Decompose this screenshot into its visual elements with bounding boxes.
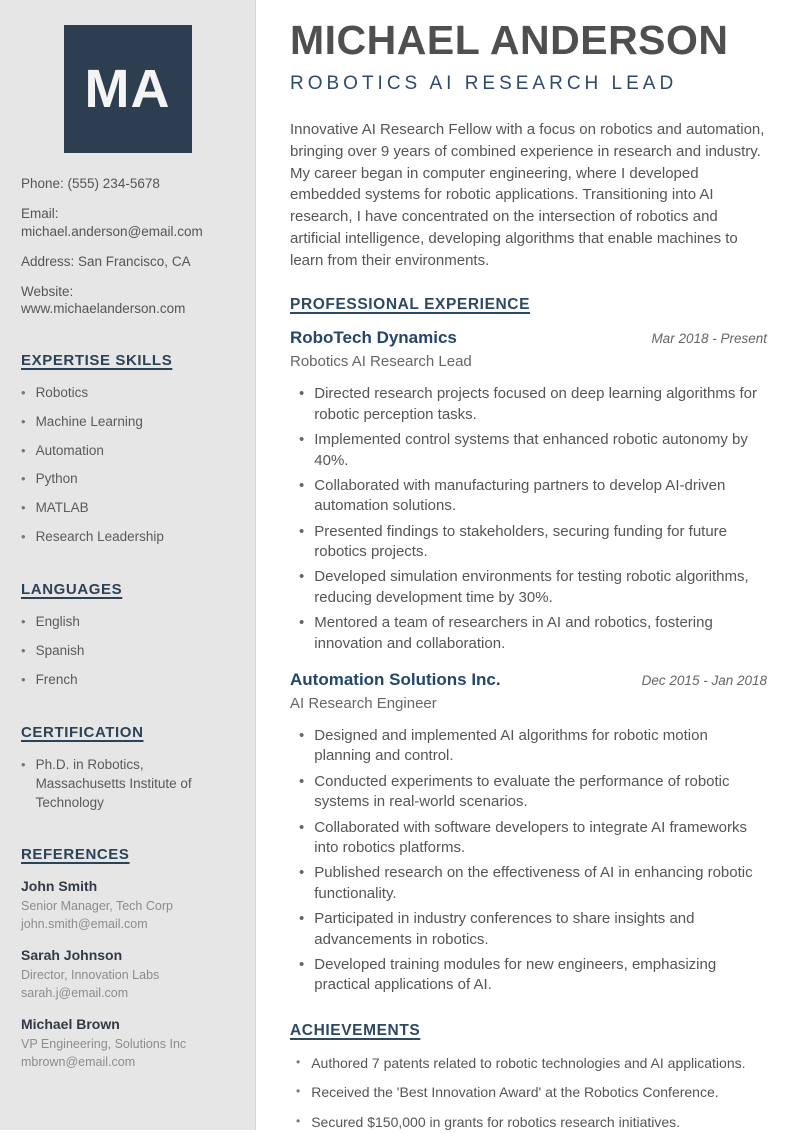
section-title: EXPERTISE SKILLS bbox=[21, 351, 173, 369]
job-dates: Mar 2018 - Present bbox=[651, 331, 767, 347]
list-item: • English bbox=[21, 613, 234, 632]
certification-list bbox=[21, 756, 234, 813]
section-expertise-skills bbox=[21, 352, 234, 547]
list-item: • Spanish bbox=[21, 642, 234, 661]
section-title: REFERENCES bbox=[21, 846, 130, 864]
summary-paragraph: Innovative AI Research Fellow with a focus on robotics and automation, bringing over 9 years of combined experience in research and industry. My career began in computer engineering, where I developed embedded systems for robotic applications. Transitioning into AI research, I have concentrated on the intersection of robotics and artificial intelligence, developing algorithms that enable machines to learn from their environments. bbox=[290, 121, 765, 269]
avatar bbox=[64, 25, 192, 153]
job-role: AI Research Engineer bbox=[290, 695, 437, 713]
contact-block bbox=[21, 175, 234, 318]
reference-role: Senior Manager, Tech Corp bbox=[21, 899, 173, 914]
section-professional-experience bbox=[290, 296, 767, 995]
reference-person bbox=[21, 947, 234, 1002]
list-item: • Research Leadership bbox=[21, 528, 234, 547]
section-title: LANGUAGES bbox=[21, 581, 123, 599]
section-certification bbox=[21, 724, 234, 813]
main-content bbox=[256, 0, 800, 1130]
section-title: CERTIFICATION bbox=[21, 723, 144, 741]
list-item: • Machine Learning bbox=[21, 413, 234, 432]
contact-address: Address: San Francisco, CA bbox=[21, 253, 191, 269]
job-role: Robotics AI Research Lead bbox=[290, 353, 472, 371]
job-bullet: • Mentored a team of researchers in AI and robotics, fostering innovation and collaboration. bbox=[290, 613, 767, 654]
job-bullet: • Collaborated with manufacturing partners to develop AI-driven automation solutions. bbox=[290, 476, 767, 517]
reference-name: Michael Brown bbox=[21, 1016, 120, 1033]
sidebar bbox=[0, 0, 256, 1130]
list-item: • French bbox=[21, 671, 234, 690]
job-bullet: • Presented findings to stakeholders, securing funding for future robotics projects. bbox=[290, 522, 767, 563]
list-item: • Ph.D. in Robotics, Massachusetts Institute of Technology bbox=[21, 756, 234, 813]
job-company: RoboTech Dynamics bbox=[290, 328, 457, 348]
job-bullet: • Published research on the effectiveness of AI in enhancing robotic functionality. bbox=[290, 863, 767, 904]
contact-phone: Phone: (555) 234-5678 bbox=[21, 176, 160, 191]
reference-name: Sarah Johnson bbox=[21, 947, 123, 964]
reference-email: mbrown@email.com bbox=[21, 1054, 136, 1069]
job-bullet: • Participated in industry conferences to share insights and advancements in robotics. bbox=[290, 909, 767, 950]
reference-person bbox=[21, 1016, 234, 1071]
skills-list bbox=[21, 384, 234, 547]
achievement-item: • Secured $150,000 in grants for robotics research initiatives. bbox=[290, 1113, 767, 1133]
reference-role: VP Engineering, Solutions Inc bbox=[21, 1037, 187, 1052]
job-bullet: • Developed training modules for new engineers, emphasizing practical applications of AI. bbox=[290, 955, 767, 996]
job-bullet: • Designed and implemented AI algorithms for robotic motion planning and control. bbox=[290, 726, 767, 767]
job-header bbox=[290, 328, 767, 348]
job-bullet: • Collaborated with software developers to integrate AI frameworks into robotics platforms. bbox=[290, 818, 767, 859]
reference-name: John Smith bbox=[21, 878, 98, 895]
achievements-list bbox=[290, 1054, 767, 1133]
contact-website: Website: www.michaelanderson.com bbox=[21, 283, 186, 317]
job-bullet: • Conducted experiments to evaluate the performance of robotic systems in real-world scenarios. bbox=[290, 772, 767, 813]
job-company: Automation Solutions Inc. bbox=[290, 670, 501, 690]
job-header bbox=[290, 670, 767, 690]
achievement-item: • Authored 7 patents related to robotic technologies and AI applications. bbox=[290, 1054, 767, 1074]
section-languages bbox=[21, 581, 234, 690]
section-references bbox=[21, 846, 234, 1071]
list-item: • MATLAB bbox=[21, 499, 234, 518]
list-item: • Python bbox=[21, 470, 234, 489]
reference-person bbox=[21, 878, 234, 933]
contact-email: Email: michael.anderson@email.com bbox=[21, 206, 203, 239]
job-bullet-list bbox=[290, 726, 767, 996]
section-title: ACHIEVEMENTS bbox=[290, 1021, 421, 1039]
job-entry bbox=[290, 328, 767, 654]
job-entry bbox=[290, 670, 767, 996]
job-bullet: • Developed simulation environments for testing robotic algorithms, reducing development time by 30%. bbox=[290, 567, 767, 608]
list-item: • Robotics bbox=[21, 384, 234, 403]
job-bullet: • Directed research projects focused on deep learning algorithms for robotic perception tasks. bbox=[290, 384, 767, 425]
reference-email: sarah.j@email.com bbox=[21, 985, 129, 1000]
job-title-subtitle: ROBOTICS AI RESEARCH LEAD bbox=[290, 73, 678, 95]
achievement-item: • Received the 'Best Innovation Award' at the Robotics Conference. bbox=[290, 1083, 767, 1103]
job-bullet: • Implemented control systems that enhanced robotic autonomy by 40%. bbox=[290, 430, 767, 471]
avatar-initials: MA bbox=[84, 59, 171, 119]
job-dates: Dec 2015 - Jan 2018 bbox=[641, 673, 767, 689]
languages-list bbox=[21, 613, 234, 690]
section-achievements bbox=[290, 1022, 767, 1133]
reference-role: Director, Innovation Labs bbox=[21, 968, 160, 983]
section-title: PROFESSIONAL EXPERIENCE bbox=[290, 296, 531, 314]
job-bullet-list bbox=[290, 384, 767, 654]
reference-email: john.smith@email.com bbox=[21, 916, 148, 931]
list-item: • Automation bbox=[21, 442, 234, 461]
page-title: MICHAEL ANDERSON bbox=[290, 17, 729, 63]
